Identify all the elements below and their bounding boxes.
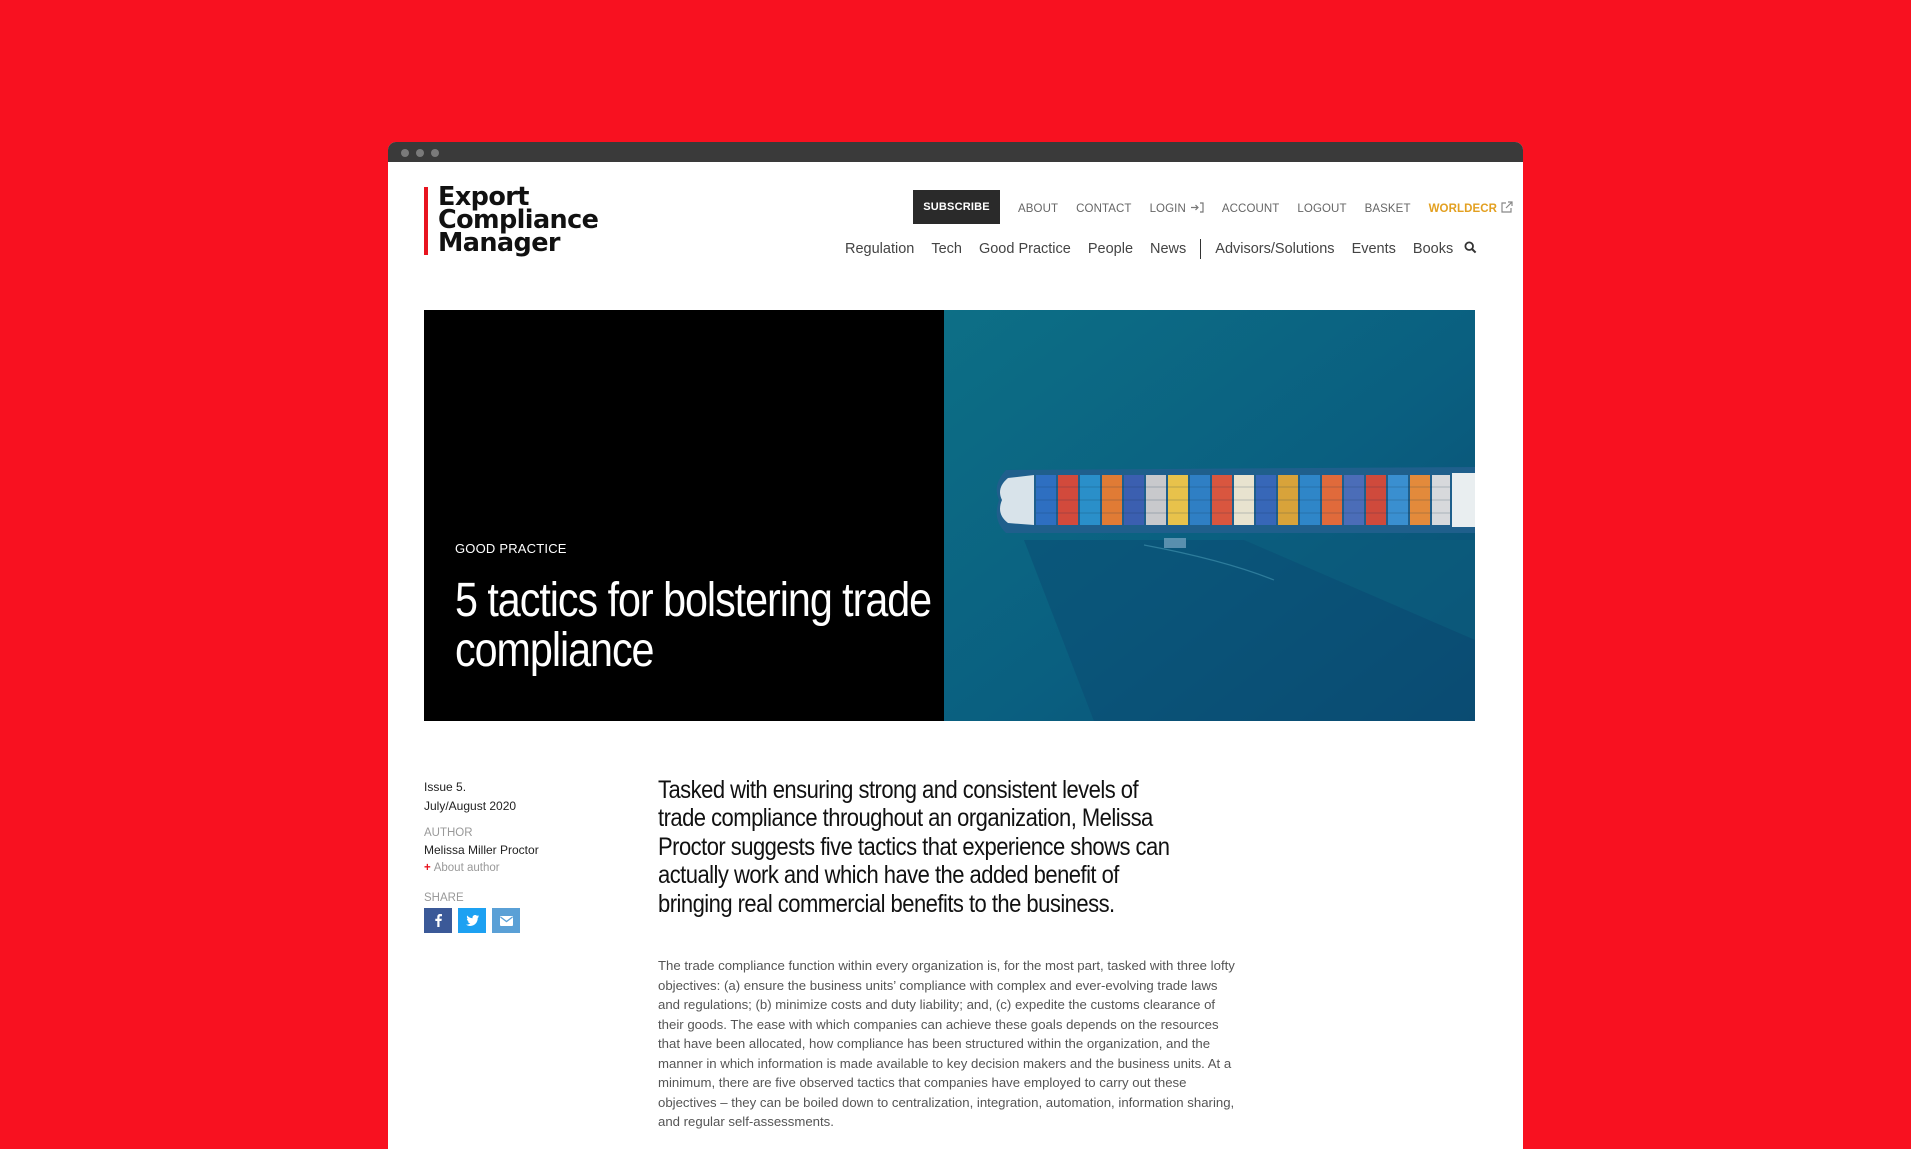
hero-title: 5 tactics for bolstering trade compliance [455,574,932,677]
subscribe-button[interactable]: SUBSCRIBE [913,190,1000,224]
issue-date: July/August 2020 [424,799,517,813]
email-icon [500,916,513,926]
nav-login-label: LOGIN [1149,202,1186,215]
hero-text [455,541,932,677]
article-meta [424,780,624,933]
nav-books[interactable]: Books [1412,241,1454,257]
hero-image [944,310,1475,721]
window-dot-icon [431,149,439,157]
logo-bar [424,187,428,255]
main-nav [845,239,1477,259]
plus-icon: + [424,862,431,874]
nav-good-practice[interactable]: Good Practice [978,241,1071,257]
logo-line: Compliance [438,205,599,235]
twitter-icon [466,915,479,926]
nav-about[interactable]: ABOUT [1018,202,1059,215]
nav-regulation[interactable]: Regulation [845,241,915,257]
search-icon[interactable] [1464,241,1477,257]
article-body: The trade compliance function within every organization is, for the most part, tasked with three lofty objectives: (a) ensure the business units’ compliance with complex and ever-evolving trade laws and regulations; (b) minimize costs and duty liability; and, (c) expedite the customs clearance of their goods. The ease with which companies can achieve these goals depends on the resources that have been allocated, how compliance has been structured within the organization, and the manner in which information is made available to key decision makers and the business units. At a minimum, there are five observed tactics that companies have employed to carry out these objectives – they can be boiled down to centralization, integration, automation, information sharing, and regular self-assessments. [658,958,1235,1129]
twitter-share-button[interactable] [458,908,486,933]
article-lead: Tasked with ensuring strong and consistent levels of trade compliance throughout an organization, Melissa Proctor suggests five tactics that experience shows can actually work and which have the added benefit of bringing real commercial benefits to the business. [658,776,1170,918]
facebook-share-button[interactable] [424,908,452,933]
about-author-link[interactable] [424,862,624,874]
nav-worldecr-label: WORLDECR [1428,202,1498,215]
author-name: Melissa Miller Proctor [424,843,539,857]
nav-basket[interactable]: BASKET [1364,202,1411,215]
nav-account[interactable]: ACCOUNT [1221,202,1280,215]
utility-nav [1018,201,1523,216]
browser-titlebar [388,142,1523,162]
nav-login[interactable] [1150,201,1204,216]
nav-people[interactable]: People [1087,241,1134,257]
window-dot-icon [401,149,409,157]
facebook-icon [435,914,442,927]
nav-contact[interactable]: CONTACT [1076,202,1132,215]
email-share-button[interactable] [492,908,520,933]
login-icon [1191,202,1204,216]
nav-worldecr[interactable] [1429,201,1514,216]
external-link-icon [1501,201,1513,216]
hero-banner [424,310,1475,721]
logo-text [438,182,638,258]
share-buttons [424,908,624,933]
hero-category[interactable]: GOOD PRACTICE [455,541,567,556]
about-author-label: About author [433,862,500,874]
nav-divider [1200,239,1201,259]
share-label: SHARE [424,892,464,904]
nav-news[interactable]: News [1150,241,1187,257]
nav-tech[interactable]: Tech [931,241,962,257]
author-label: AUTHOR [424,827,473,839]
nav-events[interactable]: Events [1351,241,1396,257]
window-dot-icon [416,149,424,157]
logo-line: Export [438,182,529,212]
web-page [388,162,1523,1149]
browser-window [388,142,1523,1149]
issue-number: Issue 5. [424,780,467,794]
logo-line: Manager [438,228,560,258]
nav-logout[interactable]: LOGOUT [1297,202,1347,215]
nav-advisors-solutions[interactable]: Advisors/Solutions [1215,241,1335,257]
